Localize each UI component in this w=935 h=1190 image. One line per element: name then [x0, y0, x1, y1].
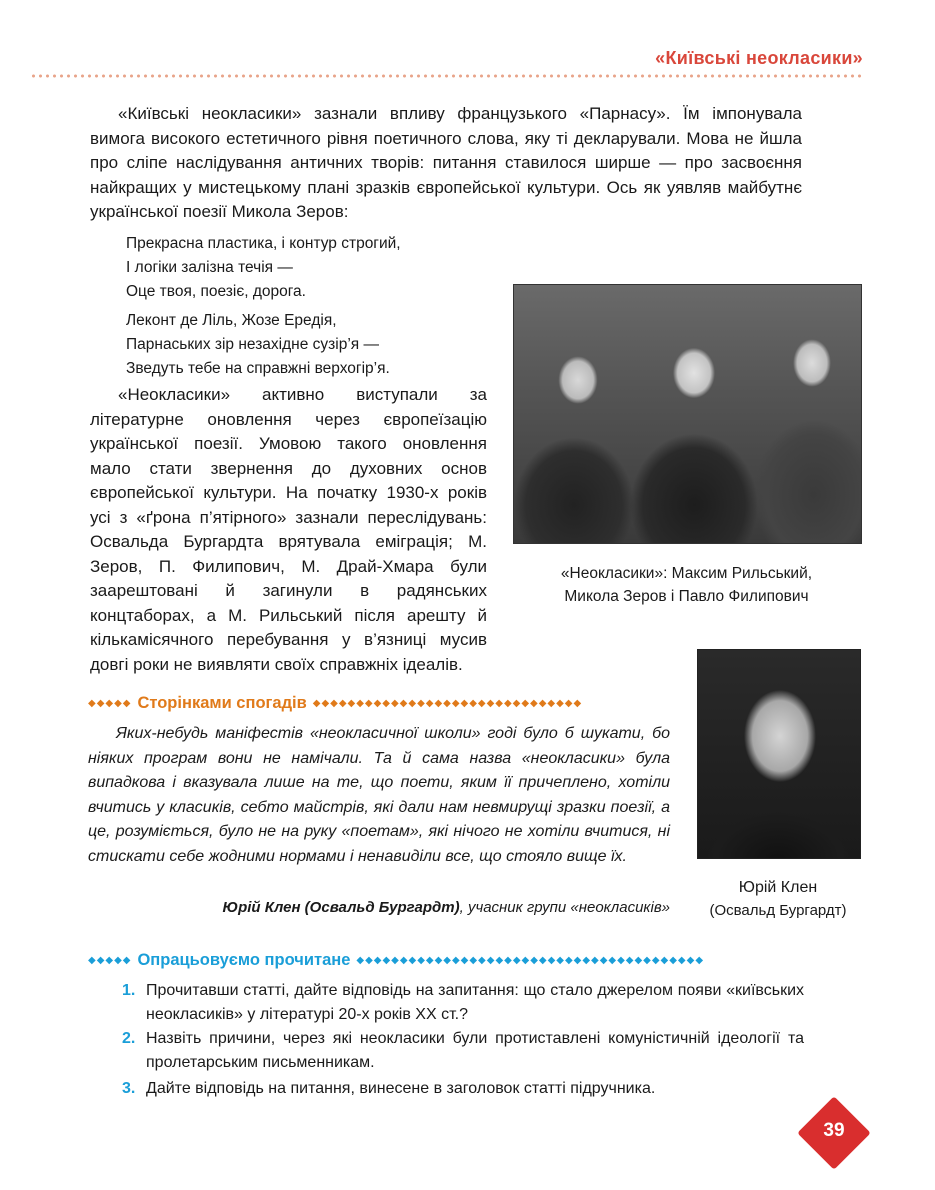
task-number: 2. [122, 1030, 136, 1047]
task-text: Прочитавши статті, дайте відповідь на запитання: що стало джерелом появи «київських неокласиків» у літературі 20-х років ХХ ст.? [146, 982, 804, 1023]
poem-line: Прекрасна пластика, і контур строгий, [126, 235, 401, 252]
task-text: Назвіть причини, через які неокласики були протиставлені комуністичній ідеології та пролетарським письменникам. [146, 1030, 804, 1071]
diamond-divider-icon: ◆◆◆◆◆ [88, 698, 132, 709]
header-dotted-rule [30, 74, 863, 78]
memoirs-section-heading [88, 694, 582, 713]
diamond-divider-icon: ◆◆◆◆◆◆◆◆◆◆◆◆◆◆◆◆◆◆◆◆◆◆◆◆◆◆◆◆◆◆◆◆◆◆◆◆◆◆◆◆ [356, 955, 705, 966]
yuriy-klen-portrait [697, 649, 861, 859]
poem-line: Оце твоя, поезіє, дорога. [126, 283, 306, 300]
poem-stanza-2 [126, 309, 390, 381]
task-text: Дайте відповідь на питання, винесене в заголовок статті підручника. [146, 1080, 656, 1097]
memoirs-author-note: , учасник групи «неокласиків» [459, 899, 670, 916]
task-item [122, 1027, 804, 1075]
memoirs-title: Сторінками спогадів [137, 694, 307, 712]
group-photo-caption [513, 562, 860, 608]
tasks-section-heading [88, 951, 704, 970]
diamond-divider-icon: ◆◆◆◆◆◆◆◆◆◆◆◆◆◆◆◆◆◆◆◆◆◆◆◆◆◆◆◆◆◆◆ [312, 698, 583, 709]
poem-line: Зведуть тебе на справжні верхогір’я. [126, 360, 390, 377]
task-number: 3. [122, 1080, 136, 1097]
task-item [122, 979, 804, 1027]
intro-paragraph: «Київські неокласики» зазнали впливу французького «Парнасу». Їм імпонувала вимога високого естетичного рівня поетичного слова, яку ті декларували. Мова не йшла про сліпе наслідування античних творів: питання ставилося ширше — про засвоєння найкращих у мистецькому плані зразків європейської культури. Ось як уявляв майбутнє української поезії Микола Зеров: [90, 104, 802, 221]
memoirs-quote: Яких-небудь маніфестів «неокласичної школи» годі було б шукати, бо ніяких програм вони не намічали. Та й сама назва «неокласики» була випадкова і вказувала лише на те, що поети, яким її причеплено, хотіли вчитись у класиків, себто майстрів, які дали нам невмирущі зразки поезії, а це, розуміється, було не на руку «поетам», які нічого не хотіли вчитися, ні стискати себе жодними нормами і ненавиділи все, що стояло вище їх. [88, 725, 670, 865]
running-header: «Київські неокласики» [655, 48, 863, 68]
portrait-caption-real-name: (Освальд Бургардт) [709, 902, 847, 919]
poem-stanza-1 [126, 232, 401, 304]
memoirs-attribution [222, 899, 670, 916]
task-number: 1. [122, 982, 136, 999]
task-item [122, 1077, 804, 1101]
neoclassics-group-photo [513, 284, 862, 544]
portrait-caption-name: Юрій Клен [738, 879, 818, 896]
poem-line: Леконт де Ліль, Жозе Ередія, [126, 312, 337, 329]
poem-line: Парнаських зір незахідне сузір’я — [126, 336, 379, 353]
poem-line: І логіки залізна течія — [126, 259, 293, 276]
page-number: 39 [823, 1120, 845, 1141]
caption-line: Микола Зеров і Павло Филипович [564, 588, 809, 605]
main-paragraph: «Неокласики» активно виступали за літературне оновлення через європеїзацію української поезії. Умовою такого оновлення мало стати звернення до духовних основ європейської культури. На початку 1930-х років усі з «ґрона п’ятірного» зазнали переслідувань: Освальда Бургардта врятувала еміграція; М. Зеров, П. Филипович, М. Драй-Хмара були заарештовані й загинули в радянських концтаборах, а М. Рильський після арешту й кількамісячного перебування у в’язниці мусив довгі роки не виявляти своїх справжніх ідеалів. [90, 385, 487, 674]
memoirs-author: Юрій Клен (Освальд Бургардт) [222, 899, 460, 916]
caption-line: «Неокласики»: Максим Рильський, [560, 565, 813, 582]
tasks-title: Опрацьовуємо прочитане [137, 951, 351, 969]
diamond-divider-icon: ◆◆◆◆◆ [88, 955, 132, 966]
